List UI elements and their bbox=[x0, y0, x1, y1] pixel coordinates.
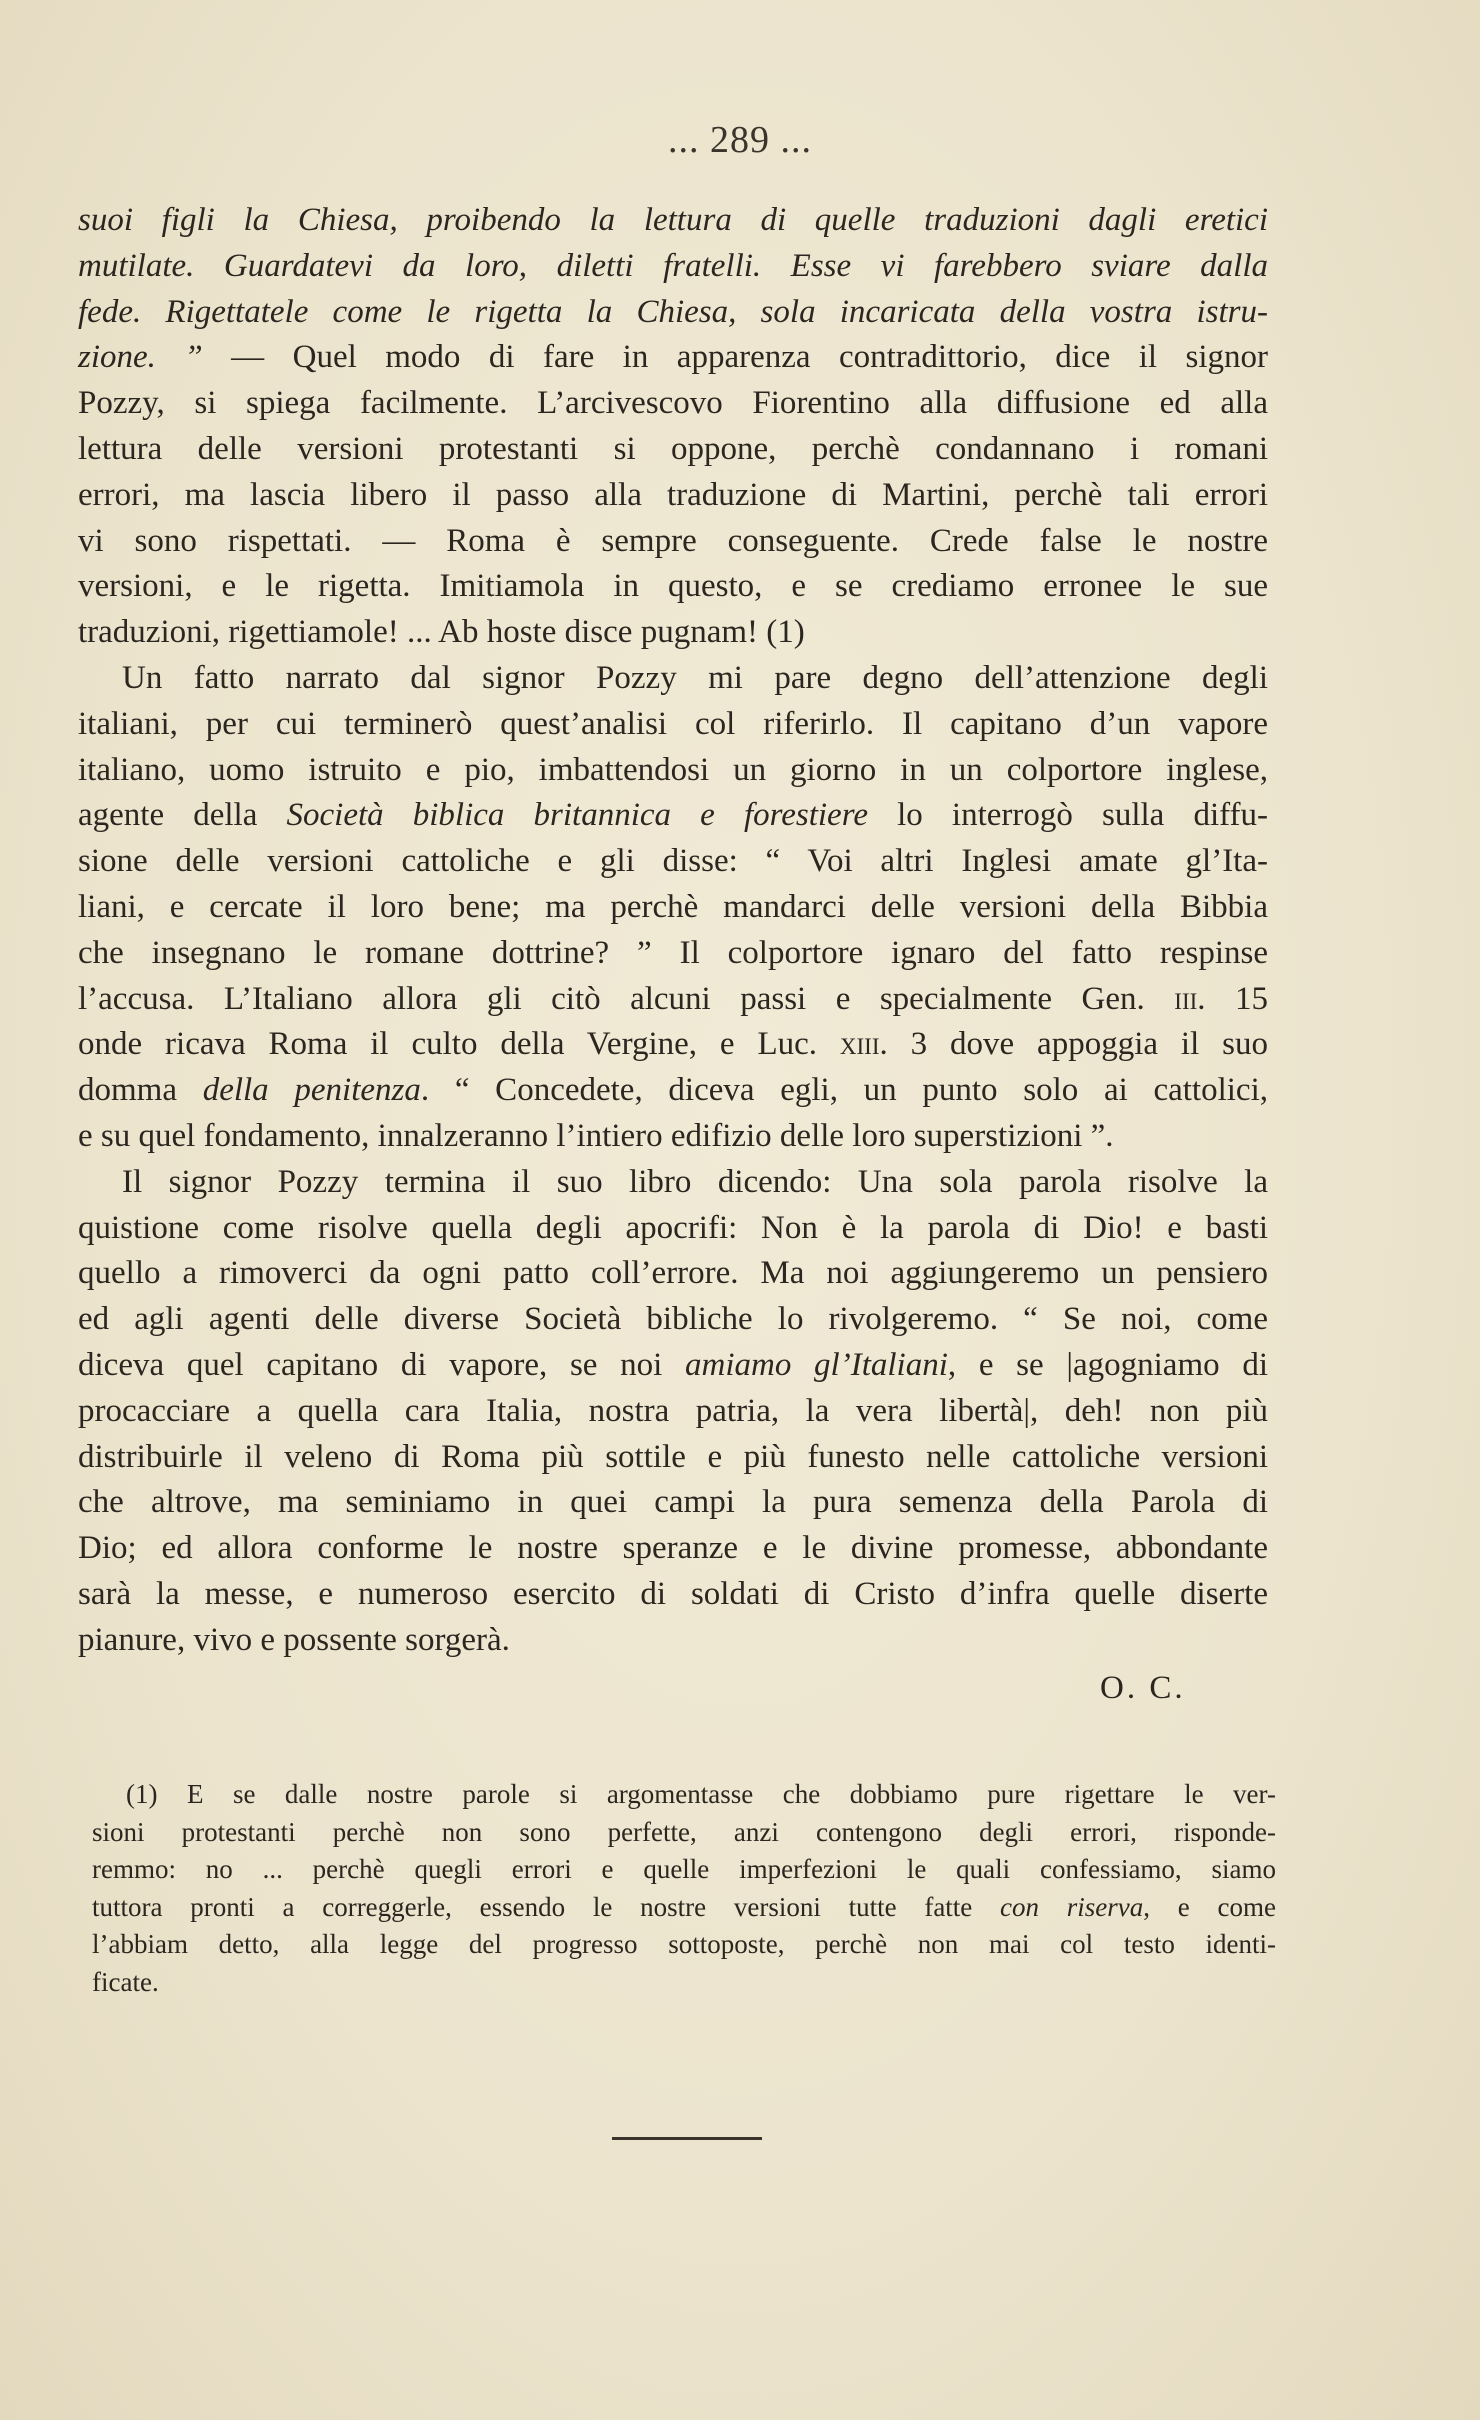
footnote-line: (1) E se dalle nostre parole si argomentasse che dobbiamo pure rigettare le ver- bbox=[126, 1779, 1276, 1809]
paragraph-2 bbox=[78, 656, 1268, 1160]
text-line: che insegnano le romane dottrine? ” Il colportore ignaro del fatto respinse bbox=[78, 934, 1268, 971]
quoted-italic-text: suoi figli la Chiesa, proibendo la lettura di quelle traduzioni dagli eretici bbox=[78, 202, 1268, 238]
italic-phrase: amiamo gl’Italiani bbox=[685, 1346, 948, 1383]
text-line: errori, ma lascia libero il passo alla traduzione di Martini, perchè tali errori bbox=[78, 476, 1268, 513]
text-line: liani, e cercate il loro bene; ma perchè mandarci delle versioni della Bibbia bbox=[78, 888, 1268, 925]
end-rule bbox=[612, 2137, 762, 2140]
chapter-numeral: iii bbox=[1174, 980, 1198, 1017]
paragraph-3 bbox=[78, 1160, 1268, 1664]
footnote bbox=[92, 1776, 1276, 2002]
text-line: diceva quel capitano di vapore, se noi amiamo gl’Italiani, e se |agogniamo di bbox=[78, 1346, 1268, 1383]
author-signature: O. C. bbox=[1100, 1670, 1186, 1706]
text-line: Il signor Pozzy termina il suo libro dicendo: Una sola parola risolve la bbox=[122, 1163, 1268, 1200]
text-line: l’accusa. L’Italiano allora gli citò alcuni passi e specialmente Gen. iii. 15 bbox=[78, 980, 1268, 1017]
text-line: lettura delle versioni protestanti si oppone, perchè condannano i romani bbox=[78, 430, 1268, 467]
text-line: pianure, vivo e possente sorgerà. bbox=[78, 1621, 510, 1658]
footnote-line: ficate. bbox=[92, 1966, 159, 1997]
text-line: Un fatto narrato dal signor Pozzy mi pare degno dell’attenzione degli bbox=[122, 659, 1268, 696]
text-line bbox=[78, 290, 1268, 336]
text-line: che altrove, ma seminiamo in quei campi la pura semenza della Parola di bbox=[78, 1484, 1268, 1521]
main-text bbox=[78, 198, 1268, 1664]
quoted-italic-text: fede. Rigettatele come le rigetta la Chiesa, sola incaricata della vostra istru- bbox=[78, 293, 1268, 330]
text-line: agente della Società biblica britannica e forestiere lo interrogò sulla diffu- bbox=[78, 797, 1268, 834]
footnote-text bbox=[92, 1776, 1276, 2002]
paragraph-1 bbox=[78, 198, 1268, 656]
footnote-line: remmo: no ... perchè quegli errori e quelle imperfezioni le quali confessiamo, siamo bbox=[92, 1854, 1276, 1885]
text-line: ed agli agenti delle diverse Società bibliche lo rivolgeremo. “ Se noi, come bbox=[78, 1301, 1268, 1338]
quoted-italic-text: mutilate. Guardatevi da loro, diletti fratelli. Esse vi farebbero sviare dalla bbox=[78, 247, 1268, 284]
text-line: Pozzy, si spiega facilmente. L’arcivescovo Fiorentino alla diffusione ed alla bbox=[78, 385, 1268, 422]
text-line: Dio; ed allora conforme le nostre speranze e le divine promesse, abbondante bbox=[78, 1530, 1268, 1567]
text-line: versioni, e le rigetta. Imitiamola in questo, e se crediamo erronee le sue bbox=[78, 568, 1268, 605]
page-number: ... 289 ... bbox=[668, 119, 812, 161]
text-line: italiano, uomo istruito e pio, imbattendosi un giorno in un colportore inglese, bbox=[78, 751, 1268, 788]
italic-phrase: della penitenza bbox=[202, 1072, 421, 1109]
text-line bbox=[78, 244, 1268, 290]
italic-phrase: Società biblica britannica e forestiere bbox=[286, 797, 868, 834]
text-line: zione. ” — Quel modo di fare in apparenza contradittorio, dice il signor bbox=[78, 339, 1268, 376]
italic-phrase: con riserva bbox=[1000, 1891, 1144, 1922]
text-line: sarà la messe, e numeroso esercito di soldati di Cristo d’infra quelle diserte bbox=[78, 1575, 1268, 1612]
text-line: procacciare a quella cara Italia, nostra patria, la vera libertà|, deh! non più bbox=[78, 1392, 1268, 1429]
text-line: e su quel fondamento, innalzeranno l’intiero edifizio delle loro superstizioni ”. bbox=[78, 1117, 1114, 1154]
footnote-line: sioni protestanti perchè non sono perfette, anzi contengono degli errori, risponde- bbox=[92, 1816, 1276, 1847]
text-line: distribuirle il veleno di Roma più sottile e più funesto nelle cattoliche versioni bbox=[78, 1438, 1268, 1475]
quoted-italic-text: zione. ” bbox=[78, 339, 203, 376]
footnote-line: l’abbiam detto, alla legge del progresso sottoposte, perchè non mai col testo identi- bbox=[92, 1929, 1276, 1960]
text-line bbox=[78, 198, 1268, 244]
text-line: sione delle versioni cattoliche e gli disse: “ Voi altri Inglesi amate gl’Ita- bbox=[78, 843, 1268, 880]
text-line: domma della penitenza. “ Concedete, diceva egli, un punto solo ai cattolici, bbox=[78, 1072, 1269, 1109]
text-line: quistione come risolve quella degli apocrifi: Non è la parola di Dio! e basti bbox=[78, 1209, 1268, 1246]
chapter-numeral: xiii bbox=[839, 1026, 880, 1063]
text-line: traduzioni, rigettiamole! ... Ab hoste disce pugnam! (1) bbox=[78, 614, 805, 651]
footnote-line: tuttora pronti a correggerle, essendo le nostre versioni tutte fatte con riserva, e come bbox=[92, 1891, 1276, 1922]
text-line: vi sono rispettati. — Roma è sempre conseguente. Crede false le nostre bbox=[78, 522, 1268, 559]
text-line: quello a rimoverci da ogni patto coll’errore. Ma noi aggiungeremo un pensiero bbox=[78, 1255, 1268, 1292]
text-line: onde ricava Roma il culto della Vergine, e Luc. xiii. 3 dove appoggia il suo bbox=[78, 1026, 1268, 1063]
text-line: italiani, per cui terminerò quest’analisi col riferirlo. Il capitano d’un vapore bbox=[78, 705, 1268, 742]
